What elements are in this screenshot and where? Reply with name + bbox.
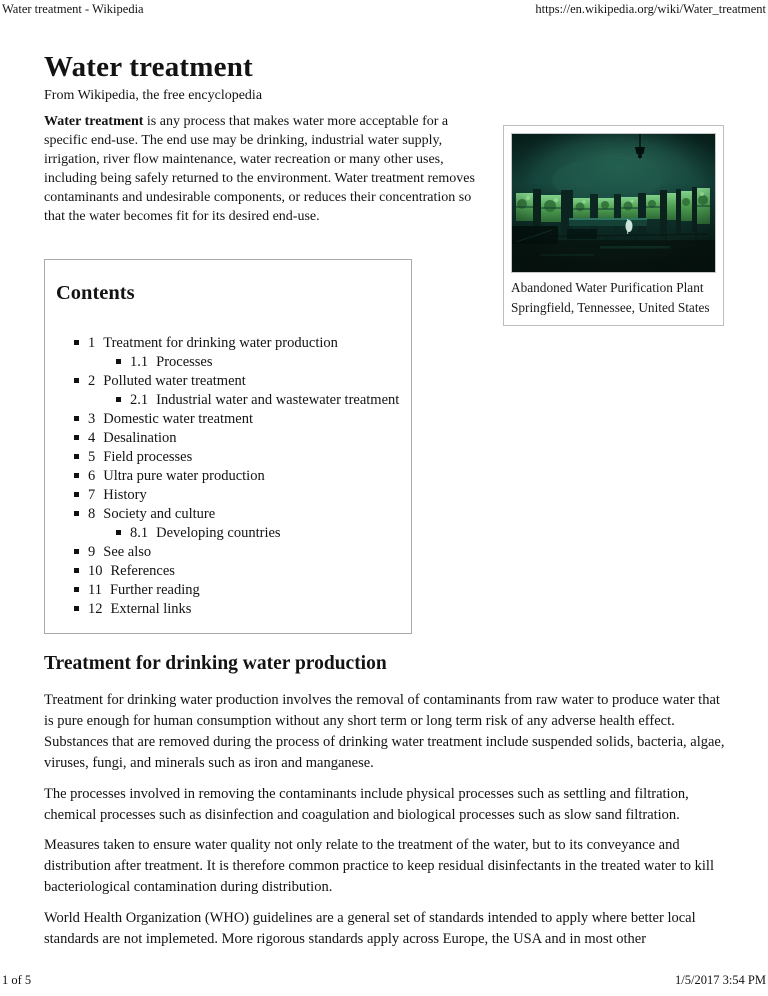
body-paragraph: The processes involved in removing the contaminants include physical processes such as settling and filtration, chemical processes such as disinfection and coagulation and biological processes such as slow sand filtration.: [44, 785, 689, 823]
square-bullet-icon: [74, 340, 79, 345]
figure-caption: [511, 278, 716, 317]
toc-item: 8 Society and culture: [45, 505, 411, 524]
toc-item: 3 Domestic water treatment: [45, 410, 411, 429]
toc-title: Contents: [56, 282, 135, 304]
toc-item: 7 History: [45, 486, 411, 505]
square-bullet-icon: [116, 397, 121, 402]
square-bullet-icon: [74, 473, 79, 478]
square-bullet-icon: [74, 587, 79, 592]
square-bullet-icon: [116, 530, 121, 535]
figure-caption-line2: Springfield, Tennessee, United States: [511, 299, 710, 315]
square-bullet-icon: [116, 359, 121, 364]
header-url: https://en.wikipedia.org/wiki/Water_treatment: [535, 2, 766, 16]
section-heading: Treatment for drinking water production: [44, 653, 387, 674]
body-paragraph: World Health Organization (WHO) guidelines are a general set of standards intended to apply where better local standards are not implemeted. More rigorous standards apply across Europe, the USA and in most other: [44, 909, 696, 947]
square-bullet-icon: [74, 549, 79, 554]
table-of-contents: [44, 259, 412, 634]
lead-bold-term: Water treatment: [44, 114, 144, 129]
toc-item: 4 Desalination: [45, 429, 411, 448]
footer-timestamp: 1/5/2017 3:54 PM: [675, 973, 766, 987]
square-bullet-icon: [74, 454, 79, 459]
toc-item: 5 Field processes: [45, 448, 411, 467]
lead-text: is any process that makes water more acceptable for a specific end-use. The end use may be drinking, industrial water supply, irrigation, river flow maintenance, water recreation or many other uses, including being safely returned to the environment. Water treatment removes contaminants and undesirable components, or reduces their concentration so that the water becomes fit for its desired end-use.: [44, 114, 475, 224]
toc-item: 10 References: [45, 562, 411, 581]
abandoned-plant-photo: [511, 133, 716, 273]
page-title: Water treatment: [44, 51, 253, 83]
body-paragraph: Measures taken to ensure water quality not only relate to the treatment of the water, but to its conveyance and distribution after treatment. It is therefore common practice to keep residual disinfectants in the treated water to kill bacteriological contamination during distribution.: [44, 837, 714, 895]
square-bullet-icon: [74, 435, 79, 440]
toc-item: 12 External links: [45, 600, 411, 619]
toc-item: 1 Treatment for drinking water production: [45, 334, 411, 353]
footer-page-indicator: 1 of 5: [2, 973, 32, 987]
toc-list: [45, 334, 411, 619]
toc-subitem: 1.1 Processes: [45, 353, 411, 372]
toc-item: 6 Ultra pure water production: [45, 467, 411, 486]
square-bullet-icon: [74, 492, 79, 497]
square-bullet-icon: [74, 606, 79, 611]
header-doc-title: Water treatment - Wikipedia: [2, 2, 144, 16]
toc-subitem: 2.1 Industrial water and wastewater treatment: [45, 391, 411, 410]
toc-item: 11 Further reading: [45, 581, 411, 600]
lead-paragraph: [44, 113, 481, 226]
square-bullet-icon: [74, 511, 79, 516]
toc-subitem: 8.1 Developing countries: [45, 524, 411, 543]
square-bullet-icon: [74, 416, 79, 421]
body-paragraph: Treatment for drinking water production involves the removal of contaminants from raw water to produce water that is pure enough for human consumption without any short term or long term risk of any adverse health effect. Substances that are removed during the process of drinking water treatment include suspended solids, bacteria, algae, viruses, fungi, and minerals such as iron and manganese.: [44, 692, 725, 771]
article-figure: [503, 125, 724, 326]
article-subtitle: From Wikipedia, the free encyclopedia: [44, 88, 263, 103]
square-bullet-icon: [74, 568, 79, 573]
toc-item: 2 Polluted water treatment: [45, 372, 411, 391]
toc-item: 9 See also: [45, 543, 411, 562]
square-bullet-icon: [74, 378, 79, 383]
section-body: [44, 690, 728, 959]
figure-caption-line1: Abandoned Water Purification Plant: [511, 280, 704, 295]
